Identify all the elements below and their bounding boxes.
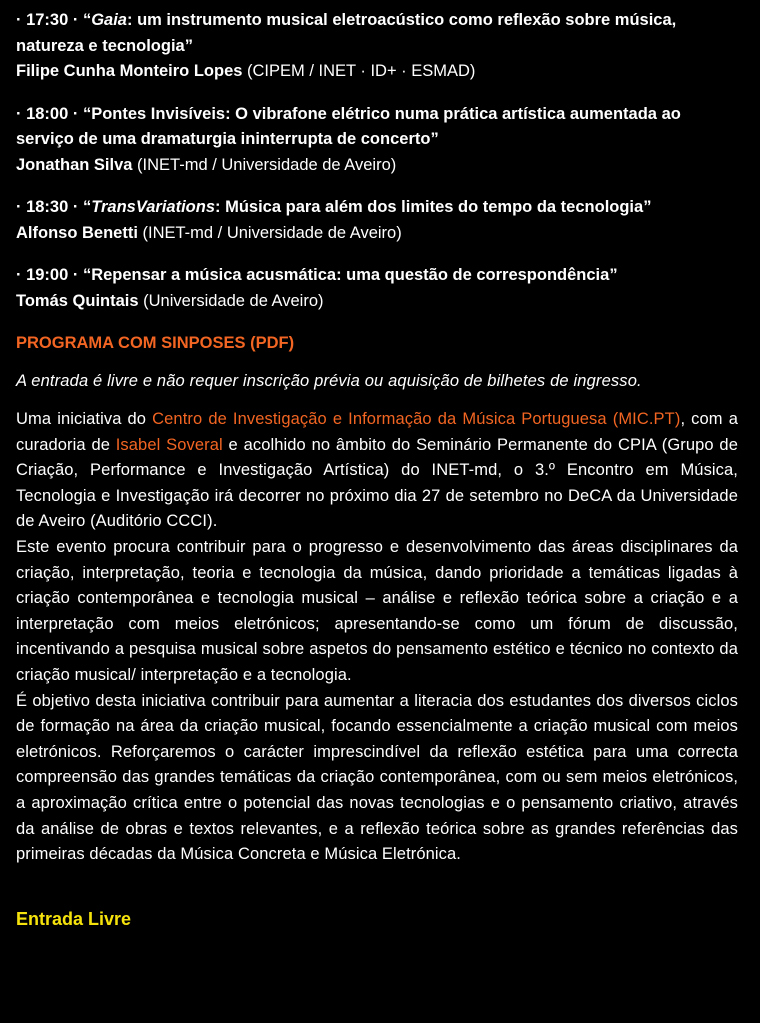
free-entry-notice: A entrada é livre e não requer inscrição prévia ou aquisição de bilhetes de ingresso. (16, 372, 642, 390)
curator-link[interactable]: Isabel Soveral (115, 435, 223, 454)
talk-speaker: Alfonso Benetti (16, 223, 138, 242)
goals-paragraph: Este evento procura contribuir para o progresso e desenvolvimento das áreas disciplinares da criação, interpretação, teoria e tecnologia da música, dando prioridade a temáticas ligadas à criação contemporânea e tecnologia musical – análise e reflexão teórica sobre a criação e a interpretação com meios eletrónicos; apresentando-se como um fórum de discussão, incentivando a pesquisa musical sobre aspetos do pensamento estético e técnico no contexto da criação musical/ interpretação e a tecnologia. (16, 537, 738, 684)
talk-title-italic: TransVariations (91, 198, 216, 216)
talk-affiliation: (Universidade de Aveiro) (138, 291, 324, 310)
program-item-1800 (16, 102, 738, 179)
talk-time: · 18:30 · (16, 198, 83, 216)
talk-speaker: Tomás Quintais (16, 291, 139, 310)
talk-affiliation: (INET-md / Universidade de Aveiro) (132, 155, 397, 174)
micpt-link[interactable]: Centro de Investigação e Informação da Música Portuguesa (MIC.PT) (152, 410, 681, 428)
talk-title: · 17:30 · “Gaia: um instrumento musical eletroacústico como reflexão sobre música, natureza e tecnologia” (16, 11, 677, 55)
talk-affiliation: (INET-md / Universidade de Aveiro) (137, 223, 402, 242)
talk-time: · 19:00 · (16, 266, 83, 284)
talk-time: · 18:00 · (16, 104, 83, 123)
intro-paragraph: Uma iniciativa do Centro de Investigação e Informação da Música Portuguesa (MIC.PT), com a curadoria de Isabel Soveral e acolhido no âmbito do Seminário Permanente do CPIA (Grupo de Criação, Performance e Investigação Artística) do INET-md, o 3.º Encontro em Música, Tecnologia e Investigação irá decorrer no próximo dia 27 de setembro no DeCA da Universidade de Aveiro (Auditório CCCI). (16, 410, 738, 531)
talk-time: · 17:30 · (16, 11, 83, 29)
talk-title: · 18:00 · “Pontes Invisíveis: O vibrafone elétrico numa prática artística aumentada ao serviço de uma dramaturgia ininterrupta de concerto” (16, 104, 681, 148)
objective-paragraph: É objetivo desta iniciativa contribuir para aumentar a literacia dos estudantes dos diversos ciclos de formação na área da criação musical, focando essencialmente a criação musical com meios eletrónicos. Reforçaremos o carácter imprescindível da reflexão estética para uma correcta compreensão das grandes temáticas da criação contemporânea, com ou sem meios eletrónicos, a aproximação crítica entre o potencial das novas tecnologias e o pensamento criativo, através da análise de obras e textos relevantes, e a reflexão teórica sobre as grandes referências das primeiras décadas da Música Concreta e Música Eletrónica. (16, 691, 738, 864)
talk-title-italic: Gaia (91, 11, 127, 29)
entry-label: Entrada Livre (16, 908, 132, 929)
talk-affiliation: (CIPEM / INET · ID+ · ESMAD) (242, 62, 476, 80)
program-pdf-link[interactable]: PROGRAMA COM SINPOSES (PDF) (16, 334, 295, 352)
program-item-1830 (16, 195, 738, 246)
program-item-1730 (16, 8, 738, 85)
talk-speaker: Jonathan Silva (16, 155, 133, 174)
talk-speaker: Filipe Cunha Monteiro Lopes (16, 62, 243, 80)
talk-title: · 18:30 · “TransVariations: Música para além dos limites do tempo da tecnologia” (16, 198, 652, 216)
program-item-1900 (16, 263, 738, 314)
talk-title: · 19:00 · “Repensar a música acusmática: uma questão de correspondência” (16, 266, 618, 284)
